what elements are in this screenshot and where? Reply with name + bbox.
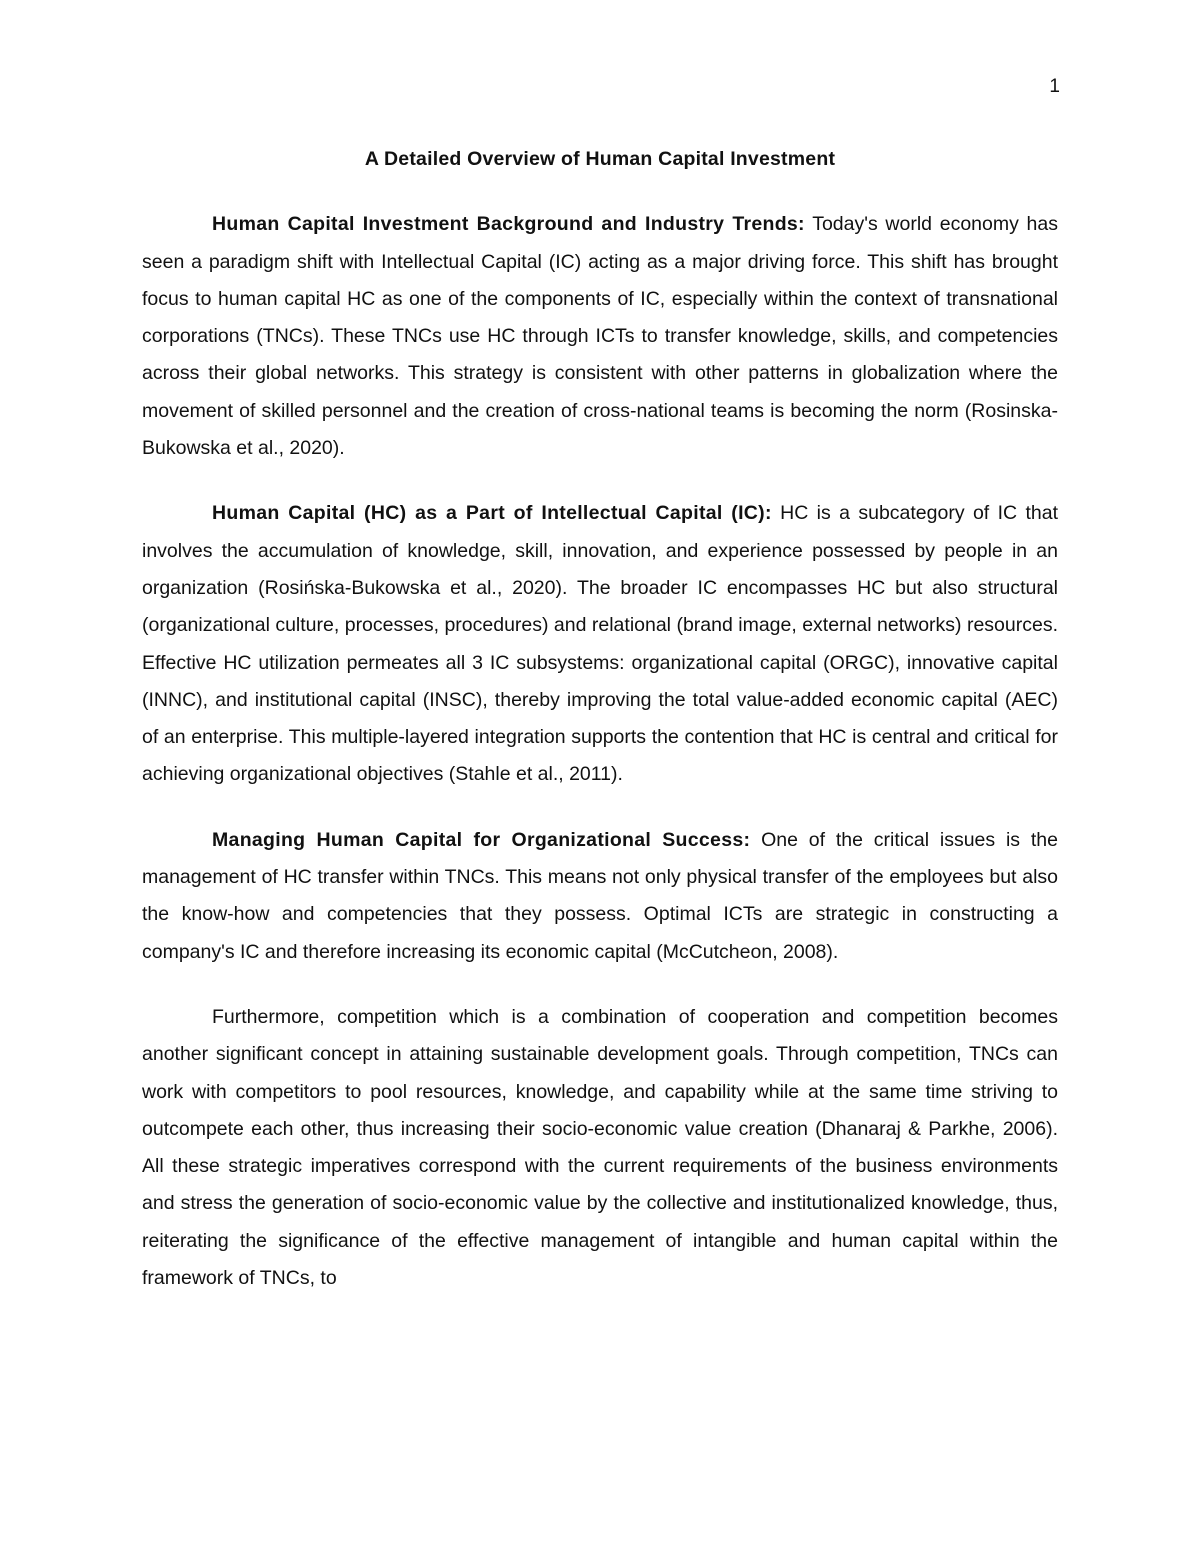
paragraph-text: Furthermore, competition which is a combination of cooperation and competition becomes another significant concept in attaining sustainable development goals. Through competition, TNCs can work with competitors to pool resources, knowledge, and capability while at the same time striving to outcompete each other, thus increasing their socio-economic value creation (Dhanaraj & Parkhe, 2006). All these strategic imperatives correspond with the current requirements of the business environments and stress the generation of socio-economic value by the collective and institutionalized knowledge, thus, reiterating the significance of the effective management of intangible and human capital within the framework of TNCs, to — [142, 1005, 1058, 1290]
paragraph-heading: Human Capital (HC) as a Part of Intellectual Capital (IC): — [212, 502, 772, 525]
paragraph-competition — [142, 999, 1058, 1297]
document-body — [142, 141, 1058, 1325]
page-number: 1 — [1049, 76, 1060, 97]
paragraph-text: HC is a subcategory of IC that involves the accumulation of knowledge, skill, innovation, and experience possessed by people in an organization (Rosińska-Bukowska et al., 2020). The broader IC encompasses HC but also structural (organizational culture, processes, procedures) and relational (brand image, external networks) resources. Effective HC utilization permeates all 3 IC subsystems: organizational capital (ORGC), innovative capital (INNC), and institutional capital (INSC), thereby improving the total value-added economic capital (AEC) of an enterprise. This multiple-layered integration supports the contention that HC is central and critical for achieving organizational objectives (Stahle et al., 2011). — [142, 502, 1058, 786]
paragraph-background-trends — [142, 206, 1058, 467]
paragraph-text: Today's world economy has seen a paradigm shift with Intellectual Capital (IC) acting as a major driving force. This shift has brought focus to human capital HC as one of the components of IC, especially within the context of transnational corporations (TNCs). These TNCs use HC through ICTs to transfer knowledge, skills, and competencies across their global networks. This strategy is consistent with other patterns in globalization where the movement of skilled personnel and the creation of cross-national teams is becoming the norm (Rosinska-Bukowska et al., 2020). — [142, 213, 1058, 460]
document-title: A Detailed Overview of Human Capital Investment — [364, 148, 836, 170]
paragraph-heading: Managing Human Capital for Organizational Success: — [212, 828, 751, 851]
paragraph-text: One of the critical issues is the management of HC transfer within TNCs. This means not only physical transfer of the employees but also the know-how and competencies that they possess. Optimal ICTs are strategic in constructing a company's IC and therefore increasing its economic capital (McCutcheon, 2008). — [142, 828, 1058, 963]
paragraph-heading: Human Capital Investment Background and Industry Trends: — [212, 213, 805, 236]
paragraph-managing-hc — [142, 822, 1058, 971]
paragraph-hc-part-of-ic — [142, 495, 1058, 793]
